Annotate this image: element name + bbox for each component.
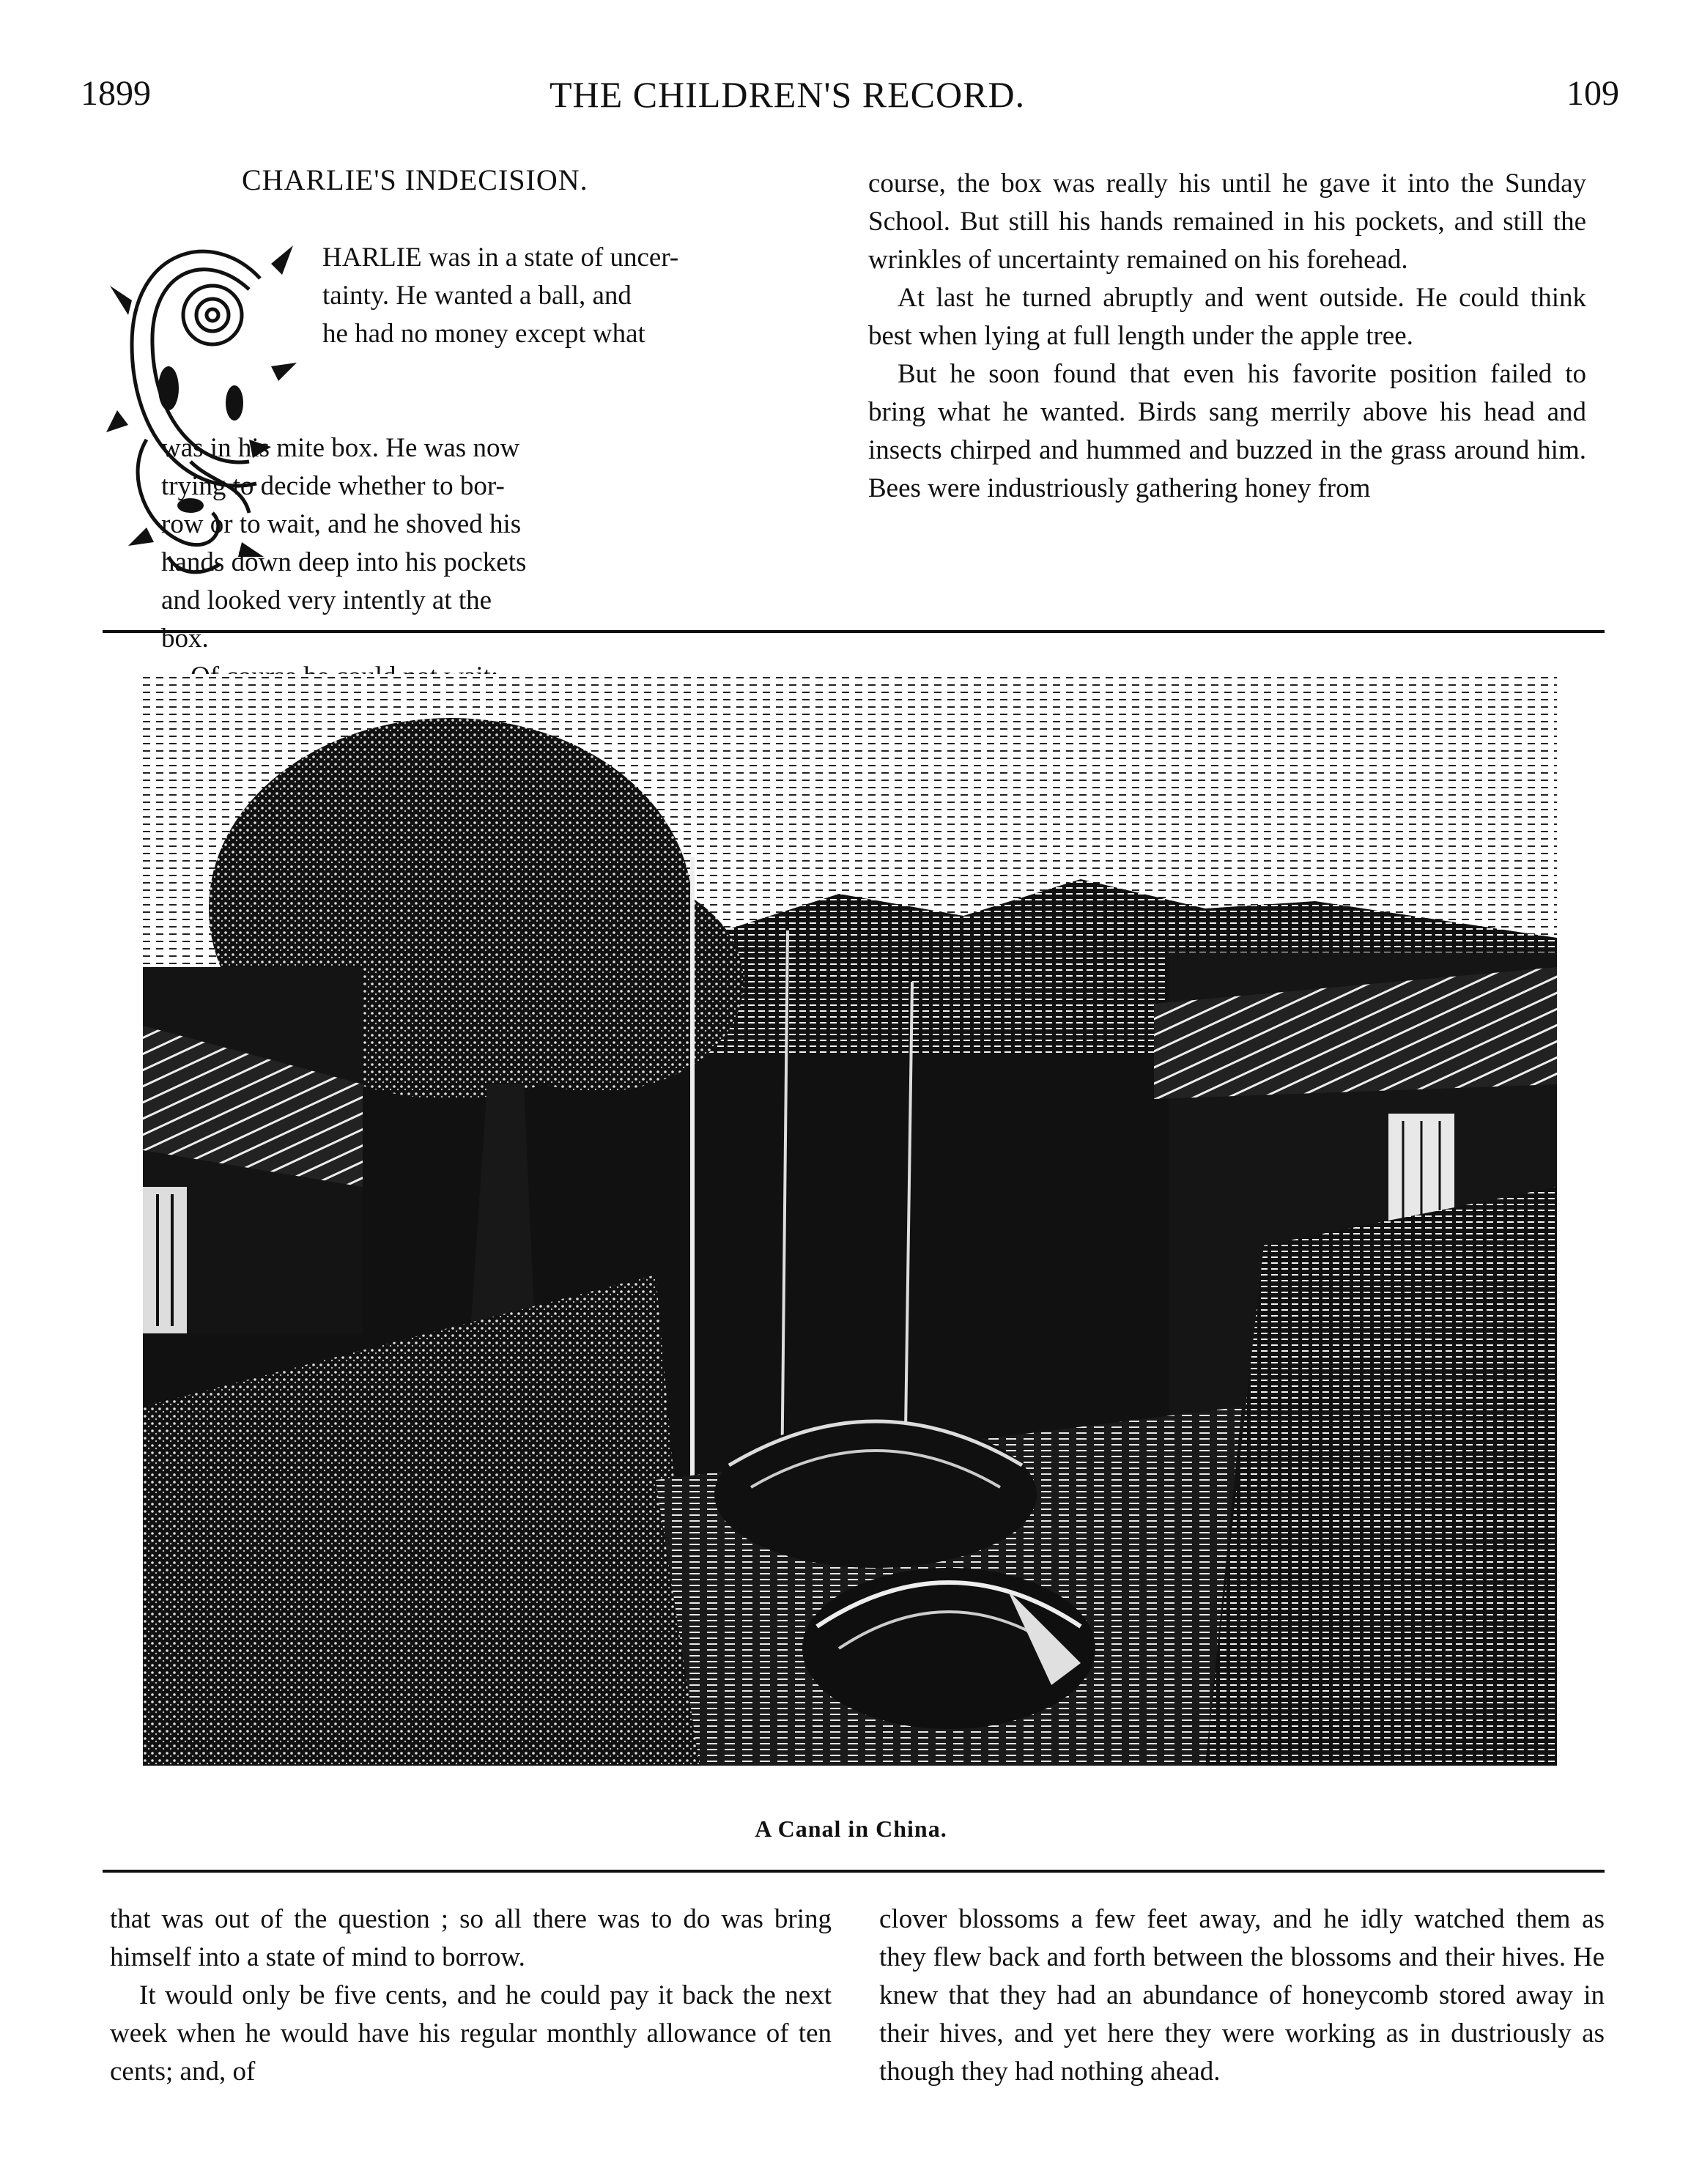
paragraph: clover blossoms a few feet away, and he idly watched them as they flew back and forth between the blossoms and their hives. He knew that they had an abundance of honeycomb stored away in their hives, and yet here they were working as in dustriously as though they had nothing ahead. [879,1904,1605,2087]
text-line: row or to wait, and he shoved his [161,509,522,539]
article-opening-continued [161,429,828,696]
article-title: CHARLIE'S INDECISION. [242,163,588,196]
paragraph: It would only be five cents, and he could pay it back the next week when he would have his regular monthly allowance of ten cents; and, of [110,1980,832,2087]
paragraph: course, the box was really his until he gave it into the Sunday School. But still his hands remained in his pockets, and still the wrinkles of uncertainty remained on his forehead. [868,169,1586,275]
text-line: HARLIE was in a state of uncer- [322,243,679,273]
text-line: he had no money except what [322,319,645,349]
illustration-caption: A Canal in China. [755,1815,947,1842]
article-opening-indented [322,239,828,353]
text-line: trying to decide whether to bor- [161,471,505,501]
header-year: 1899 [81,74,151,113]
section-divider-top [103,630,1605,633]
canal-in-china-engraving [143,674,1557,1766]
text-line: tainty. He wanted a ball, and [322,281,632,311]
text-line: hands down deep into his pockets [161,547,527,577]
paragraph: But he soon found that even his favorite position failed to bring what he wanted. Birds sang merrily above his head and insects chirped and hummed and buzzed in the grass around him. Bees were industriously gathering honey from [868,359,1586,503]
article-column-bottom-left [110,1900,832,2091]
page-header [81,73,1619,132]
text-line: and looked very intently at the [161,585,492,615]
page-number: 109 [1566,74,1619,113]
text-line: was in his mite box. He was now [161,433,520,463]
article-column-bottom-right [879,1900,1605,2091]
paragraph: At last he turned abruptly and went outside. He could think best when lying at full length under the apple tree. [868,283,1586,351]
section-divider-bottom [103,1870,1605,1873]
paragraph: that was out of the question ; so all there was to do was bring himself into a state of mind to borrow. [110,1904,832,1972]
article-column-top-right [868,165,1586,508]
text-line: box. [161,623,209,654]
publication-title: THE CHILDREN'S RECORD. [550,74,1026,115]
